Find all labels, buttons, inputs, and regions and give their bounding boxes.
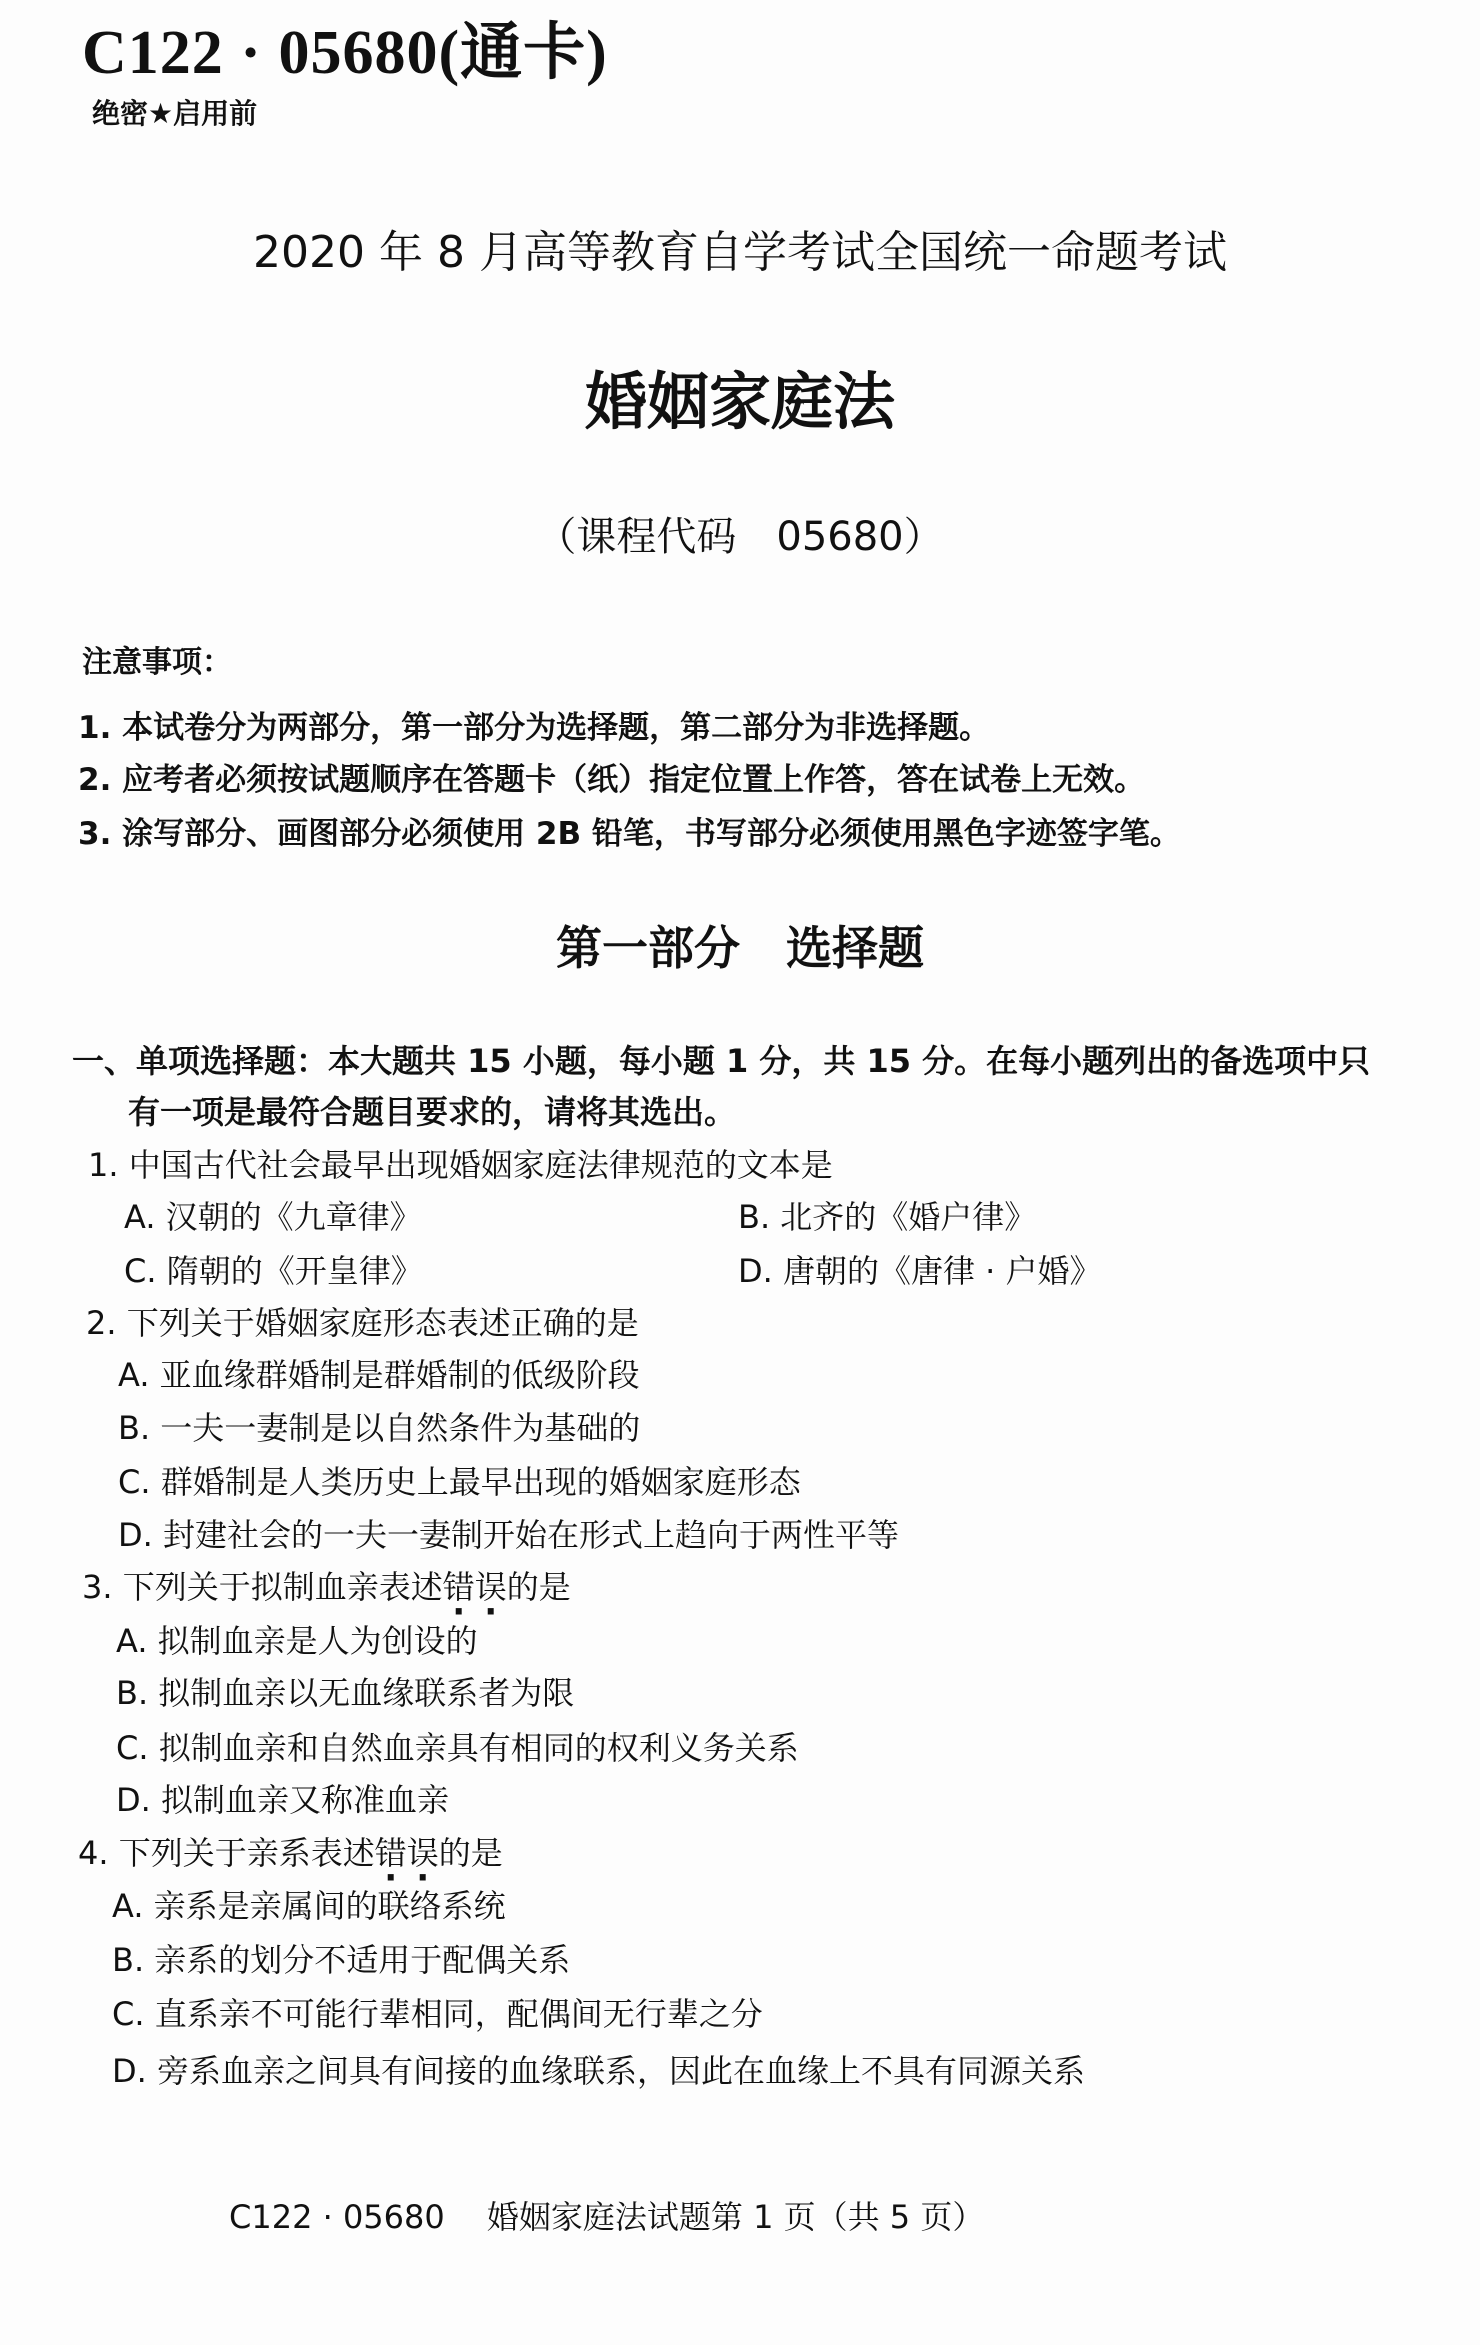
notice-item: 1. 本试卷分为两部分，第一部分为选择题，第二部分为非选择题。 [78,710,991,746]
question-2-option-b: B. 一夫一妻制是以自然条件为基础的 [118,1409,641,1447]
question-4-option-c: C. 直系亲不可能行辈相同，配偶间无行辈之分 [112,1995,763,2033]
question-1-stem: 1. 中国古代社会最早出现婚姻家庭法律规范的文本是 [88,1146,833,1184]
question-3-option-b: B. 拟制血亲以无血缘联系者为限 [116,1674,575,1712]
question-4-option-d: D. 旁系血亲之间具有间接的血缘联系，因此在血缘上不具有同源关系 [112,2052,1085,2090]
exam-code-title: C122 · 05680(通卡) [82,19,608,87]
notice-item: 3. 涂写部分、画图部分必须使用 2B 铅笔，书写部分必须使用黑色字迹签字笔。 [78,816,1181,852]
stem-text: 4. 下列关于亲系表述 [78,1834,375,1872]
stem-text: 的是 [506,1568,571,1606]
question-3-option-d: D. 拟制血亲又称准血亲 [116,1781,449,1819]
course-code: （课程代码 05680） [536,514,944,560]
section-intro: 一、单项选择题：本大题共 15 小题，每小题 1 分，共 15 分。在每小题列出的备选项中只 [72,1042,1371,1080]
question-2-option-c: C. 群婚制是人类历史上最早出现的婚姻家庭形态 [118,1463,801,1501]
notice-item: 2. 应考者必须按试题顺序在答题卡（纸）指定位置上作答，答在试卷上无效。 [78,762,1146,798]
notice-title: 注意事项： [82,645,232,680]
question-1-option-b: B. 北齐的《婚户律》 [738,1198,1037,1236]
secret-mark: 绝密★启用前 [92,97,258,130]
question-4-stem [78,1828,503,1874]
question-1-option-a: A. 汉朝的《九章律》 [124,1198,422,1236]
exam-name: 2020 年 8 月高等教育自学考试全国统一命题考试 [253,227,1227,278]
question-1-option-d: D. 唐朝的《唐律 · 户婚》 [738,1252,1102,1290]
question-1-option-c: C. 隋朝的《开皇律》 [124,1252,423,1290]
emphasis-char: 错 [442,1568,475,1606]
page-footer: C122 · 05680 婚姻家庭法试题第 1 页（共 5 页） [229,2198,985,2236]
question-4-option-a: A. 亲系是亲属间的联络系统 [112,1887,506,1925]
stem-text: 3. 下列关于拟制血亲表述 [82,1568,443,1606]
question-3-option-c: C. 拟制血亲和自然血亲具有相同的权利义务关系 [116,1729,799,1767]
emphasis-char: 错 [374,1834,407,1872]
part-one-title: 第一部分 选择题 [556,921,924,975]
question-3-option-a: A. 拟制血亲是人为创设的 [116,1622,478,1660]
emphasis-char: 误 [406,1834,439,1872]
question-2-stem: 2. 下列关于婚姻家庭形态表述正确的是 [86,1304,639,1342]
question-2-option-a: A. 亚血缘群婚制是群婚制的低级阶段 [118,1356,640,1394]
question-2-option-d: D. 封建社会的一夫一妻制开始在形式上趋向于两性平等 [118,1516,899,1554]
question-3-stem [82,1562,571,1608]
emphasis-char: 误 [474,1568,507,1606]
subject-title: 婚姻家庭法 [584,365,895,438]
stem-text: 的是 [438,1834,503,1872]
section-intro-continued: 有一项是最符合题目要求的，请将其选出。 [128,1093,737,1131]
question-4-option-b: B. 亲系的划分不适用于配偶关系 [112,1941,571,1979]
